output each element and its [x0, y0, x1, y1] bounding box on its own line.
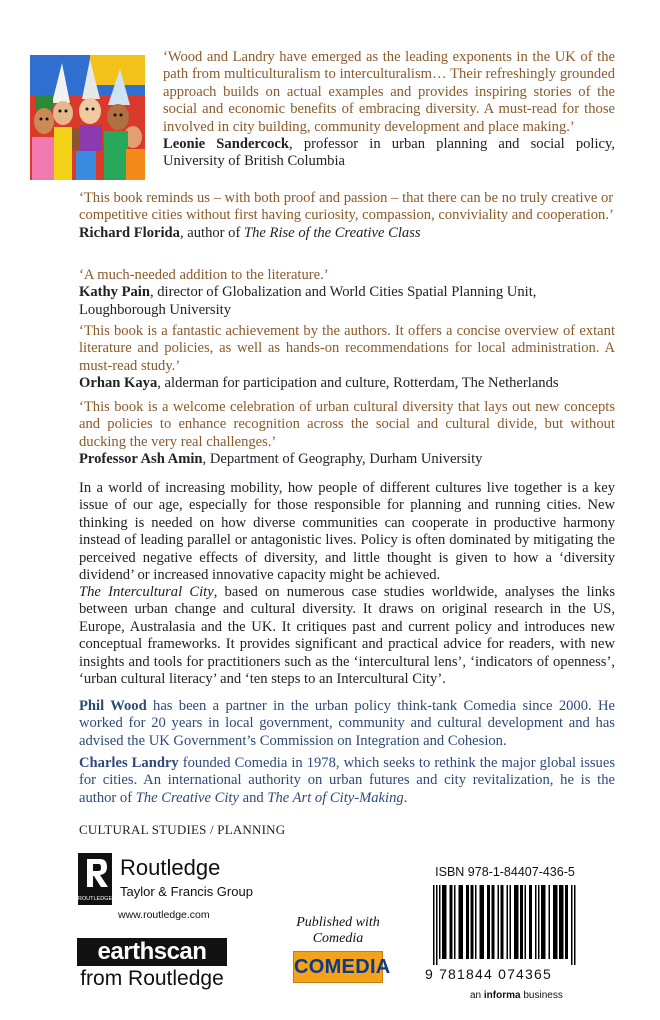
quote-attribution — [79, 451, 615, 468]
informa-business-label — [470, 990, 563, 1001]
author-name: Phil Wood — [79, 698, 147, 714]
earthscan-from-routledge: from Routledge — [80, 967, 224, 990]
quote-attribution — [79, 375, 615, 392]
barcode — [425, 885, 585, 965]
barcode-bar — [471, 885, 474, 959]
bio-text: . — [403, 789, 408, 806]
endorsement-quote — [163, 49, 615, 171]
quote-author: Kathy Pain — [79, 284, 150, 301]
author-bio-wood — [79, 698, 615, 750]
barcode-bar — [553, 885, 558, 959]
book-title: The Art of City-Making — [267, 789, 404, 806]
quote-text: ‘This book reminds us – with both proof and passion – that there can be no truly creative or competitive cities without first having curiosity, compassion, conviviality and cooperation.’ — [79, 190, 614, 224]
informa-prefix: an — [470, 990, 484, 1001]
published-with-label: Published with Comedia — [296, 915, 380, 946]
routledge-mark-text: ROUTLEDGE — [78, 896, 112, 902]
quote-author-role: , director of Globalization and World Cities Spatial Planning Unit, Loughborough University — [79, 284, 537, 318]
barcode-bar — [442, 885, 447, 959]
bio-text: and — [238, 789, 268, 806]
quote-author-role: , Department of Geography, Durham University — [202, 451, 483, 468]
quote-author: Leonie Sandercock — [163, 136, 290, 153]
informa-suffix: business — [520, 990, 563, 1001]
author-name: Charles Landry — [79, 755, 179, 771]
barcode-bar — [571, 885, 573, 965]
barcode-bars — [433, 885, 583, 965]
endorsement-quote — [79, 323, 615, 393]
blurb-paragraph: In a world of increasing mobility, how people of different cultures live together is a key issue of our age, especially for those responsible for planning and running cities. New thinking is needed on how diverse communities can cooperate in productive harmony instead of leading parallel or antagonistic lives. Policy is often dominated by mitigating the perceived negative effects of diversity, and little thought is given to how a ‘diversity dividend’ or increased innovative capacity might be achieved. — [79, 480, 615, 584]
barcode-bar — [514, 885, 519, 959]
barcode-bar — [535, 885, 537, 959]
barcode-bar — [525, 885, 527, 959]
barcode-bar — [450, 885, 453, 959]
barcode-bar — [459, 885, 464, 959]
quote-author: Orhan Kaya — [79, 375, 158, 392]
bio-text: founded Comedia in 1978, which seeks to rethink the major global issues for cities. An international authority on urban futures and city revitalization, he is the author of — [79, 755, 616, 806]
bio-text: has been a partner in the urban policy think-tank Comedia since 2000. He worked for 20 years in local government, community and cultural development and has advised the UK Government’s Commission on Integration and Cohesion. — [79, 698, 615, 749]
barcode-bar — [538, 885, 540, 959]
cover-illustration — [30, 55, 145, 180]
quote-text: ‘This book is a fantastic achievement by the authors. It offers a concise overview of extant literature and policies, as well as hands-on recommendations for local administration. A must-read study.’ — [79, 323, 615, 374]
barcode-bar — [520, 885, 523, 959]
publisher-group: Taylor & Francis Group — [120, 884, 253, 899]
barcode-bar — [439, 885, 441, 959]
quote-attribution — [79, 284, 615, 319]
earthscan-logo — [77, 938, 227, 966]
barcode-bar — [454, 885, 456, 959]
publisher-name: Routledge — [120, 855, 221, 880]
quote-author-role: , professor in urban planning and social policy, University of British Columbia — [163, 136, 616, 170]
barcode-bar — [510, 885, 512, 959]
barcode-bar — [433, 885, 435, 965]
quote-author: Professor Ash Amin — [79, 451, 203, 468]
quote-author-role: , alderman for participation and culture, Rotterdam, The Netherlands — [157, 375, 559, 392]
blurb-paragraph — [79, 584, 615, 688]
quote-book-title: The Rise of the Creative Class — [244, 224, 421, 241]
quote-author: Richard Florida — [79, 224, 180, 241]
barcode-bar — [501, 885, 504, 959]
earthscan-wordmark: earthscan — [97, 938, 207, 965]
barcode-bar — [529, 885, 532, 959]
barcode-bar — [574, 885, 576, 965]
barcode-bar — [466, 885, 469, 959]
barcode-digits: 9 781844 074365 — [425, 966, 552, 982]
quote-author-role: , author of — [179, 224, 244, 241]
publisher-url: www.routledge.com — [118, 909, 210, 921]
quote-text: ‘This book is a welcome celebration of urban cultural diversity that lays out new concepts and policies to enhance recognition across the social and cultural divide, but without ducking the very real challenges.’ — [79, 399, 615, 450]
barcode-bar — [507, 885, 509, 959]
barcode-bar — [559, 885, 564, 959]
book-title: The Intercultural City — [79, 584, 214, 600]
barcode-bar — [541, 885, 546, 959]
author-bio-landry — [79, 755, 615, 807]
comedia-logo — [293, 951, 391, 983]
barcode-bar — [436, 885, 438, 965]
quote-attribution — [79, 225, 615, 242]
barcode-bar — [549, 885, 551, 959]
barcode-bar — [498, 885, 500, 959]
barcode-bar — [487, 885, 490, 959]
routledge-logo — [78, 853, 268, 905]
endorsement-quote — [79, 190, 615, 242]
comedia-wordmark: COMEDIA — [294, 956, 391, 978]
endorsement-quote — [79, 399, 615, 469]
quote-text: ‘Wood and Landry have emerged as the leading exponents in the UK of the path from multiculturalism to interculturalism… Their refreshingly grounded approach builds on actual examples and provides inspiring stories of the social and economic benefits of embracing diversity. A must-read for those involved in city building, community development and place making.’ — [163, 49, 615, 135]
barcode-bar — [565, 885, 568, 959]
endorsement-quote — [79, 267, 615, 319]
blurb-text: , based on numerous case studies worldwide, analyses the links between urban change and cultural diversity. It draws on original research in the US, Europe, Australasia and the UK. It critiques past and current policy and introduces new conceptual frameworks. It provides significant and practical advice for readers, with new insights and tools for practitioners such as the ‘intercultural lens’, ‘indicators of openness’, ‘urban cultural literacy’ and ‘ten steps to an Intercultural City’. — [79, 584, 616, 688]
colorful-figures-illustration — [30, 55, 145, 180]
informa-brand: informa — [483, 990, 521, 1001]
quote-text: ‘A much-needed addition to the literature.’ — [79, 267, 329, 283]
barcode-bar — [480, 885, 485, 959]
routledge-mark-icon — [78, 853, 112, 905]
barcode-bar — [475, 885, 477, 959]
subject-category: CULTURAL STUDIES / PLANNING — [79, 822, 286, 837]
book-title: The Creative City — [135, 789, 239, 806]
isbn-label: ISBN 978-1-84407-436-5 — [435, 865, 575, 879]
quote-attribution — [163, 136, 615, 171]
barcode-bar — [492, 885, 495, 959]
